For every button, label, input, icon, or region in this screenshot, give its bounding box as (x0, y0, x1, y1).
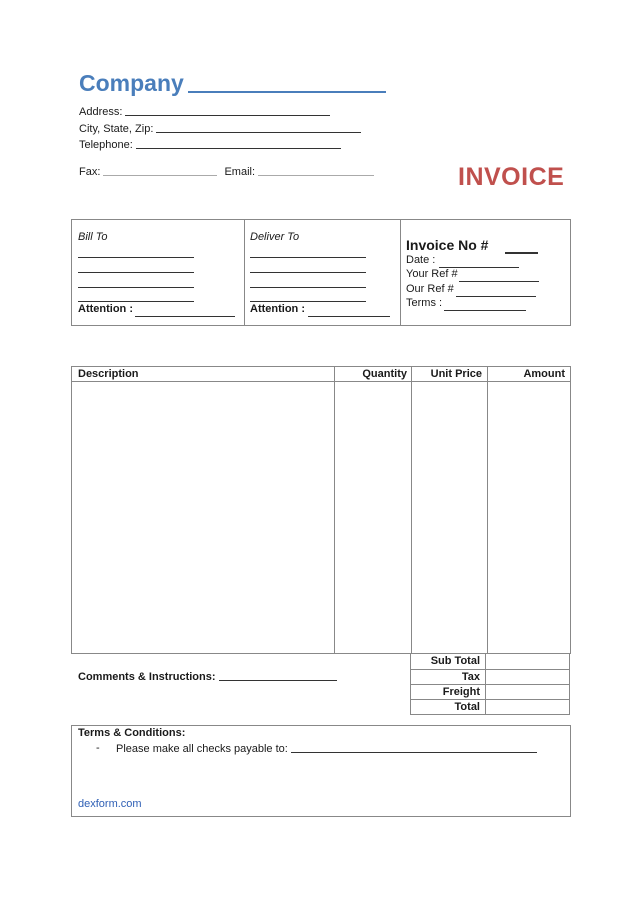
deliver-to-attention-blank (308, 316, 390, 317)
items-header-row (72, 367, 570, 382)
header-quantity: Quantity (362, 368, 407, 380)
total-label: Total (410, 700, 486, 715)
deliver-to-blank (250, 257, 366, 258)
column-divider (334, 367, 335, 653)
invoice-number (406, 237, 488, 253)
company-name (79, 70, 386, 97)
your-ref-row: Your Ref # (406, 268, 458, 280)
deliver-to-blank (250, 272, 366, 273)
terms-bullet: - (96, 742, 100, 754)
fax-blank (103, 165, 217, 176)
email-blank (258, 165, 374, 176)
invoice-number-blank (505, 252, 538, 254)
comments-blank (219, 670, 337, 681)
tax-label: Tax (410, 670, 486, 685)
bill-to-blank (78, 257, 194, 258)
telephone-blank (136, 138, 341, 149)
bill-to-blank (78, 301, 194, 302)
terms-title: Terms & Conditions: (78, 727, 186, 739)
header-unit-price: Unit Price (430, 368, 482, 380)
deliver-to-blank (250, 301, 366, 302)
bill-to-attention (78, 303, 133, 315)
fax-label: Fax: (79, 166, 101, 178)
bill-to-attention-blank (135, 316, 235, 317)
our-ref-row: Our Ref # (406, 283, 454, 295)
billing-divider (400, 220, 401, 325)
dexform-link[interactable]: dexform.com (78, 798, 142, 810)
subtotal-label: Sub Total (410, 654, 486, 669)
city-label: City, State, Zip: (79, 123, 154, 135)
freight-value (486, 685, 570, 700)
header-description: Description (78, 368, 139, 380)
deliver-to-attention (250, 303, 305, 315)
company-label: Company (79, 70, 184, 96)
column-divider (487, 367, 488, 653)
subtotal-value (486, 654, 570, 669)
invoice-number-label: Invoice No # (406, 237, 489, 253)
terms-line-text: Please make all checks payable to: (116, 743, 288, 755)
comments-label: Comments & Instructions: (78, 671, 216, 683)
telephone-label: Telephone: (79, 139, 133, 151)
bill-to-blank (78, 287, 194, 288)
terms-row: Terms : (406, 297, 443, 309)
invoice-title: INVOICE (458, 163, 565, 191)
items-table (71, 366, 571, 654)
email-label: Email: (224, 166, 256, 178)
billing-divider (244, 220, 245, 325)
total-value (486, 700, 570, 715)
fax-email-line (79, 165, 374, 178)
our-ref-blank (456, 296, 536, 297)
tax-value (486, 670, 570, 685)
freight-label: Freight (410, 685, 486, 700)
address-label: Address: (79, 106, 123, 118)
city-line (79, 122, 361, 135)
comments-line (78, 670, 337, 683)
deliver-to-attention-label: Attention : (250, 303, 305, 315)
bill-to-title: Bill To (78, 231, 108, 243)
terms-line-blank (291, 742, 537, 753)
header-amount: Amount (523, 368, 565, 380)
bill-to-attention-label: Attention : (78, 303, 133, 315)
total-row (410, 699, 570, 715)
terms-line (116, 742, 537, 755)
telephone-line (79, 138, 341, 151)
city-blank (156, 122, 361, 133)
address-line (79, 105, 330, 118)
bill-to-blank (78, 272, 194, 273)
column-divider (411, 367, 412, 653)
tax-row (410, 669, 570, 684)
billing-box (71, 219, 571, 326)
your-ref-blank (459, 281, 539, 282)
terms-blank (444, 310, 526, 311)
company-blank (188, 71, 386, 93)
address-blank (125, 105, 330, 116)
freight-row (410, 684, 570, 699)
date-row: Date : (406, 254, 436, 266)
terms-box (71, 725, 571, 817)
subtotal-row (410, 654, 570, 669)
deliver-to-title: Deliver To (250, 231, 300, 243)
deliver-to-blank (250, 287, 366, 288)
